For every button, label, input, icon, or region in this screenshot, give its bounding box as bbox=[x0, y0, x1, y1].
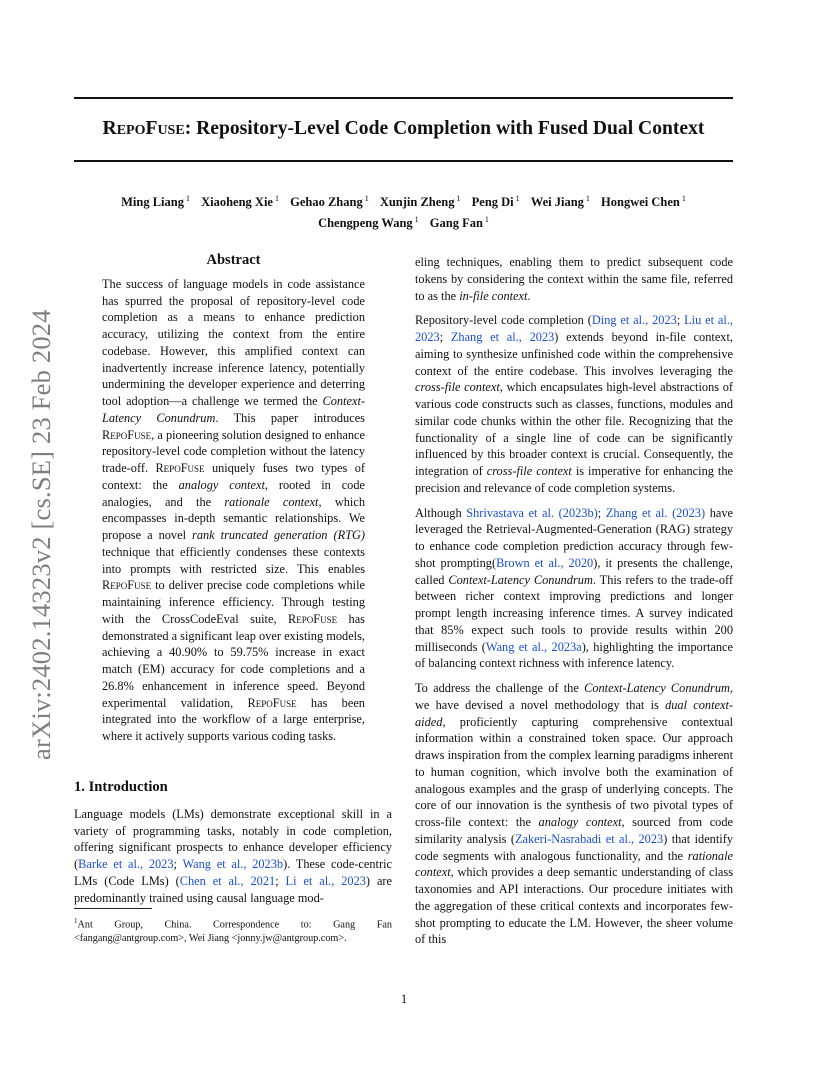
citation-link[interactable]: Li et al., 2023 bbox=[285, 873, 366, 888]
paragraph: eling techniques, enabling them to predict subsequent code tokens by considering the context within the same file, referred to as the in-file context. bbox=[415, 255, 733, 303]
citation-link[interactable]: Brown et al., 2020 bbox=[496, 555, 594, 570]
introduction-section bbox=[74, 779, 392, 906]
author: Xiaoheng Xie $^1$ bbox=[201, 194, 279, 210]
paragraph: Although Shrivastava et al. (2023b); Zhang et al. (2023) have leveraged the Retrieval-Augmented-Generation (RAG) strategy to enhance code completion prediction accuracy through few-shot prompting(Brown et al., 2020), it presents the challenge, called Context-Latency Conundrum. This refers to the trade-off between richer context improving predictions and longer prompt length increasing inference times. A survey indicated that 85% expect such tools to provide results within 200 milliseconds (Wang et al., 2023a), highlighting the importance of balancing context richness with inference latency. bbox=[415, 505, 733, 671]
author: Gang Fan $^1$ bbox=[429, 215, 489, 231]
citation-link[interactable]: Liu et al., 2023 bbox=[415, 313, 734, 344]
citation-link[interactable]: Zhang et al. (2023) bbox=[605, 505, 706, 520]
system-name: RepoFuse bbox=[102, 118, 185, 139]
citation-link[interactable]: Wang et al., 2023a bbox=[485, 639, 582, 654]
author: Ming Liang $^1$ bbox=[121, 194, 190, 210]
author: Xunjin Zheng $^1$ bbox=[379, 194, 461, 210]
arxiv-identifier: arXiv:2402.14323v2 [cs.SE] 23 Feb 2024 bbox=[26, 309, 56, 760]
affiliation-footnote: $^1$Ant Group, China. Correspondence to: Gang Fan <fangang@antgroup.com>, Wei Jiang <jonny.jw@antgroup.com>. bbox=[74, 917, 392, 945]
citation-link[interactable]: Chen et al., 2021 bbox=[179, 873, 276, 888]
title-text: : Repository-Level Code Completion with Fused Dual Context bbox=[184, 118, 705, 139]
citation-link[interactable]: Shrivastava et al. (2023b) bbox=[466, 505, 598, 520]
author: Hongwei Chen $^1$ bbox=[601, 194, 686, 210]
right-column bbox=[415, 254, 733, 956]
paragraph: Repository-level code completion (Ding et al., 2023; Liu et al., 2023; Zhang et al., 2023) extends beyond in-file context, aiming to synthesize unfinished code within the comprehensive context of the entire codebase. This involves leveraging the cross-file context, which encapsulates high-level abstractions of various code constructs such as classes, functions, modules and similar code chunks within the other file. Recognizing that the functionality of a single line of code can be significantly influenced by this broader context is crucial. Consequently, the integration of cross-file context is imperative for enhancing the precision and relevance of code completion systems. bbox=[415, 313, 734, 495]
author-line-1 bbox=[74, 190, 733, 211]
abstract-section bbox=[102, 252, 365, 745]
paragraph: To address the challenge of the Context-Latency Conundrum, we have devised a novel methodology that is dual context-aided, proficiently capturing comprehensive contextual information within a constrained token space. Our approach draws inspiration from the complex learning paradigms inherent to human cognition, which involve both the examination of analogous examples and the grasp of underlying concepts. The core of our innovation is the synthesis of two pivotal types of cross-file context: the analogy context, sourced from code similarity analysis (Zakeri-Nasrabadi et al., 2023) that identify code segments with analogous functionality, and the rationale context, which provides a deep semantic understanding of class taxonomies and API interactions. Our procedure initiates with the aggregation of these critical contexts and incorporates few-shot prompting to educate the LM. However, the sheer volume of this bbox=[415, 681, 734, 947]
author: Chengpeng Wang $^1$ bbox=[318, 215, 419, 231]
paper-title bbox=[74, 118, 733, 140]
author-line-2 bbox=[74, 211, 733, 232]
footnote-rule bbox=[74, 908, 152, 909]
author-list bbox=[74, 190, 733, 232]
abstract-text: The success of language models in code assistance has spurred the proposal of repository-level code completion as a means to enhance prediction accuracy, utilizing the context from the entire codebase. However, this amplified context can inadvertently increase inference latency, potentially undermining the developer experience and deterring tool adoption—a challenge we termed the Context-Latency Conundrum. This paper introduces RepoFuse, a pioneering solution designed to enhance repository-level code completion without the latency trade-off. RepoFuse uniquely fuses two types of context: the analogy context, rooted in code analogies, and the rationale context, which encompasses in-depth semantic relationships. We propose a novel rank truncated generation (RTG) technique that efficiently condenses these contexts into prompts with restricted size. This enables RepoFuse to deliver precise code completions while maintaining inference efficiency. Through testing with the CrossCodeEval suite, RepoFuse has demonstrated a significant leap over existing models, achieving a 40.90% to 59.75% increase in exact match (EM) accuracy for code completions and a 26.8% enhancement in inference speed. Beyond experimental validation, RepoFuse has been integrated into the workflow of a large enterprise, where it actively supports various coding tasks. bbox=[102, 276, 366, 743]
introduction-heading: 1. Introduction bbox=[74, 779, 168, 795]
author: Wei Jiang $^1$ bbox=[530, 194, 590, 210]
title-rule-top bbox=[74, 97, 733, 99]
citation-link[interactable]: Barke et al., 2023 bbox=[78, 857, 174, 871]
abstract-heading: Abstract bbox=[206, 252, 261, 268]
citation-link[interactable]: Zhang et al., 2023 bbox=[450, 330, 555, 344]
author: Gehao Zhang $^1$ bbox=[290, 194, 369, 210]
page-number: 1 bbox=[400, 992, 408, 1006]
title-rule-bottom bbox=[74, 160, 733, 162]
citation-link[interactable]: Ding et al., 2023 bbox=[591, 313, 677, 328]
citation-link[interactable]: Zakeri-Nasrabadi et al., 2023 bbox=[514, 831, 664, 846]
introduction-paragraph: Language models (LMs) demonstrate exceptional skill in a variety of programming tasks, notably in code completion, offering significant prospects to enhance developer efficiency (Barke et al., 2023; Wang et al., 2023b). These code-centric LMs (Code LMs) (Chen et al., 2021; Li et al., 2023) are predominantly trained using causal language mod- bbox=[74, 806, 393, 905]
citation-link[interactable]: Wang et al., 2023b bbox=[182, 857, 284, 871]
author: Peng Di $^1$ bbox=[471, 194, 520, 210]
